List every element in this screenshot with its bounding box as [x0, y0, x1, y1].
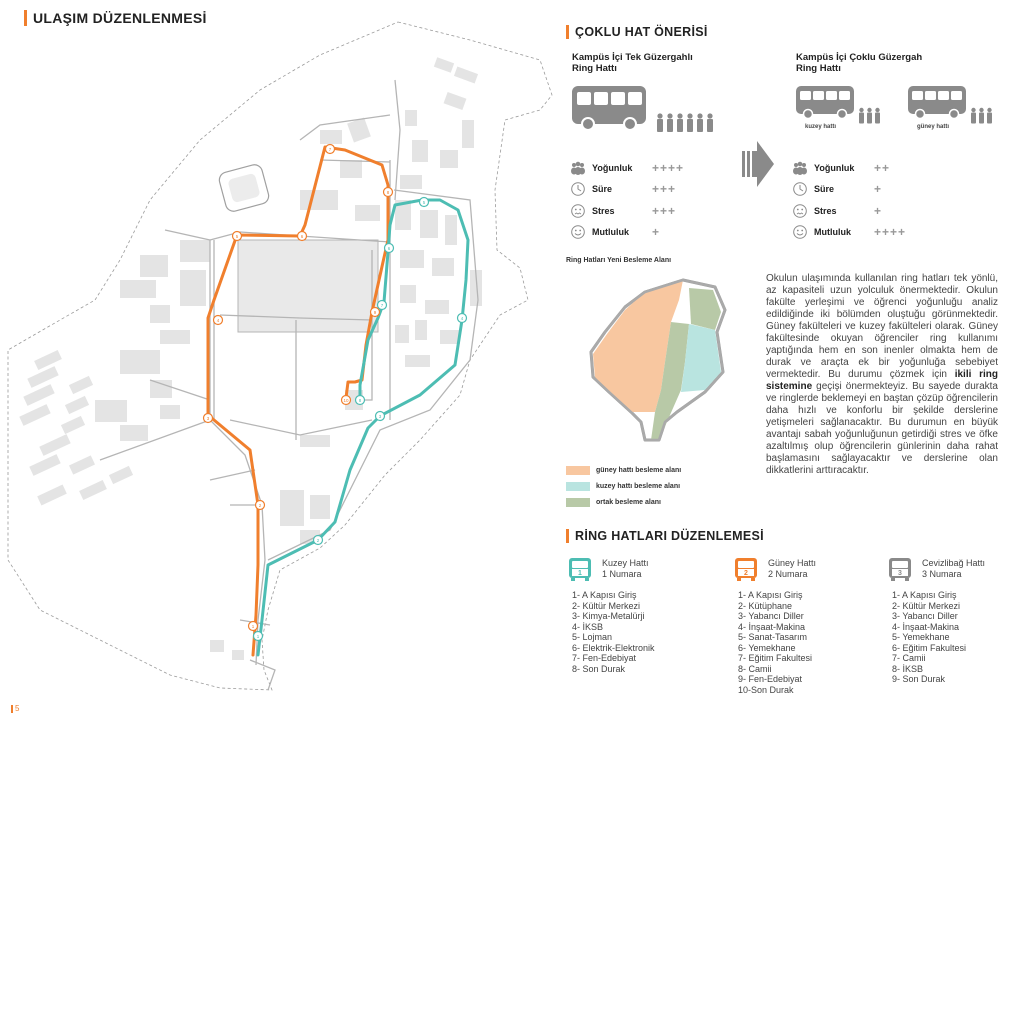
list-item: 3- Yabancı Diller	[738, 611, 804, 621]
list-item: 1- A Kapısı Giriş	[738, 590, 803, 600]
multi-bus-illustration	[796, 86, 1006, 126]
metric-score: ++++	[874, 225, 907, 239]
legend-swatch-south	[566, 466, 590, 475]
clock-icon	[792, 181, 808, 197]
metric-label: Yoğunluk	[814, 163, 855, 173]
metric-row	[570, 160, 684, 176]
stop-label: 3	[206, 415, 210, 421]
list-item: 1- A Kapısı Giriş	[892, 590, 957, 600]
stop-label: 6	[300, 233, 304, 239]
legend-swatch-north	[566, 482, 590, 491]
list-item: 5- Lojman	[572, 632, 613, 642]
heading-line: Ring Hattı	[572, 63, 617, 74]
legend-label: kuzey hattı besleme alanı	[596, 483, 681, 490]
legend-label: güney hattı besleme alanı	[596, 467, 682, 474]
crowd-icon	[792, 160, 808, 176]
passengers-icon	[859, 108, 880, 124]
stop-list	[572, 590, 655, 674]
legend-label: ortak besleme alanı	[596, 499, 661, 506]
page-number	[11, 704, 19, 713]
list-item: 8- Camii	[738, 663, 772, 674]
stop-label: 6	[387, 245, 391, 251]
map-title-text: ULAŞIM DÜZENLENMESİ	[33, 10, 207, 26]
single-bus-illustration	[572, 86, 732, 140]
stop-label: 8	[358, 397, 362, 403]
stop-label: 3	[378, 413, 382, 419]
feed-area-title: Ring Hatları Yeni Besleme Alanı	[566, 257, 672, 264]
list-item: 5- Yemekhane	[892, 632, 950, 642]
paragraph-text: geçişi önermekteyiz. Bu sayede durakta ve ringlerde beklemeyi en baştan çözüp öğrencilerin daha hızlı ve konforlu bir şekilde derslerine yetişmeleri sağlanacaktır. Bu durumun en büyük avantajı sabah yoğunluğunun getirdiği stres ve öfke azaltılmış olup öğrencilerin günlerinin daha rahat başlamasını sağlayacaktır ve derslerine olan dikkatlerini arttıracaktır.	[766, 381, 998, 476]
stop-label: 9	[373, 309, 377, 315]
list-item: 8- Son Durak	[572, 663, 626, 674]
metric-label: Süre	[592, 184, 613, 194]
list-item: 1- A Kapısı Giriş	[572, 590, 637, 600]
list-item: 2- Kültür Merkezi	[892, 600, 961, 611]
smile-icon	[792, 224, 808, 240]
stop-label: 8	[386, 189, 390, 195]
list-item: 7- Fen-Edebiyat	[572, 653, 637, 663]
list-item: 6- Eğitim Fakultesi	[892, 642, 967, 653]
sports-track	[218, 163, 271, 213]
ring-line-cevizlibag	[888, 558, 985, 685]
north-line-label: kuzey hattı	[805, 124, 837, 130]
bus-icon	[908, 86, 966, 119]
passengers-icon	[657, 113, 713, 132]
stop-label: 10	[343, 397, 349, 403]
metric-row	[792, 224, 906, 240]
bus-icon	[572, 86, 646, 130]
stop-label: 1	[256, 633, 260, 639]
metric-score: +	[874, 182, 883, 196]
bus-front-icon	[734, 558, 758, 582]
bus-icon	[796, 86, 854, 119]
stop-label: 2	[258, 502, 262, 508]
ring-title-text: RİNG HATLARI DÜZENLEMESİ	[575, 529, 764, 543]
metric-row	[792, 160, 890, 176]
south-line-label: güney hattı	[917, 124, 950, 130]
list-item: 7- Camii	[892, 653, 926, 663]
metric-score: +++	[652, 182, 677, 196]
metric-label: Stres	[814, 206, 837, 216]
list-item: 4- İnşaat-Makina	[892, 621, 960, 632]
ring-line-north	[568, 558, 655, 674]
line-name: Kuzey Hattı	[602, 558, 649, 568]
list-item: 4- İKSB	[572, 621, 604, 632]
title-accent-bar	[566, 25, 569, 39]
metric-label: Stres	[592, 206, 615, 216]
metric-label: Süre	[814, 184, 835, 194]
arrow-right-icon	[740, 139, 776, 189]
list-item: 2- Kütüphane	[738, 600, 793, 611]
smile-icon	[570, 224, 586, 240]
campus-map	[0, 20, 560, 720]
stressed-face-icon	[792, 203, 808, 219]
list-item: 6- Elektrik-Elektronik	[572, 642, 655, 653]
stop-label: 4	[460, 315, 464, 321]
stop-list	[892, 590, 985, 685]
legend-item	[566, 498, 661, 507]
list-item: 3- Yabancı Diller	[892, 611, 958, 621]
list-item: 5- Sanat-Tasarım	[738, 632, 808, 642]
metric-row	[570, 203, 676, 219]
line-number: 1	[578, 570, 582, 577]
heading-line: Kampüs İçi Çoklu Güzergah	[796, 52, 923, 63]
proposal-title-text: ÇOKLU HAT ÖNERİSİ	[575, 25, 708, 39]
stop-label: 4	[216, 317, 220, 323]
metric-score: +	[652, 225, 661, 239]
metric-row	[792, 181, 882, 197]
line-number-text: 1 Numara	[602, 569, 642, 579]
metric-label: Yoğunluk	[592, 163, 633, 173]
paragraph-emphasis: ikili ring sistemine	[766, 369, 998, 392]
metric-row	[792, 203, 882, 219]
metric-score: ++	[874, 161, 891, 175]
stop-label: 7	[380, 302, 384, 308]
metric-label: Mutluluk	[592, 227, 629, 237]
line-number: 3	[898, 570, 902, 577]
ring-line-south	[734, 558, 816, 695]
stop-label: 2	[316, 537, 320, 543]
paragraph-text: Okulun ulaşımında kullanılan ring hatları tek yönlü, az kapasiteli uzun yolculuk önermektedir. Okulun fakülte yerleşimi ve öğrenci yoğunluğu analiz edildiğinde iki bölümden oluştuğu görünmektedir. Güney fakülteleri ve kuzey fakülteleri olarak. Güney fakültesinde okuyan öğrenciler ring kullanımı yaptığında hem en son inenler olmakta hem de durak ve araçta ek bir yoğunluğa sebebiyet vermektedir. Bu durumu çözmek için	[766, 273, 998, 380]
stop-label: 7	[328, 146, 332, 152]
line-name: Cevizlibağ Hattı	[922, 558, 986, 568]
list-item: 2- Kültür Merkezi	[572, 600, 641, 611]
metric-score: +++	[652, 204, 677, 218]
list-item: 10-Son Durak	[738, 684, 794, 695]
list-item: 8- İKSB	[892, 663, 924, 674]
ring-section-title	[566, 529, 764, 543]
title-accent-bar	[566, 529, 569, 543]
passengers-icon	[971, 108, 992, 124]
page-number-text: 5	[15, 704, 20, 713]
shared-feed-zone-north	[689, 288, 721, 330]
metric-score: ++++	[652, 161, 685, 175]
legend-item	[566, 466, 681, 475]
metric-row	[570, 181, 676, 197]
bus-front-icon	[568, 558, 592, 582]
proposal-section-title	[566, 25, 708, 39]
list-item: 6- Yemekhane	[738, 642, 796, 653]
legend-item	[566, 482, 680, 491]
list-item: 9- Fen-Edebiyat	[738, 674, 803, 684]
legend-swatch-shared	[566, 498, 590, 507]
line-number-text: 2 Numara	[768, 569, 808, 579]
line-number-text: 3 Numara	[922, 569, 962, 579]
metric-score: +	[874, 204, 883, 218]
single-route-heading	[572, 52, 693, 74]
metric-label: Mutluluk	[814, 227, 851, 237]
clock-icon	[570, 181, 586, 197]
list-item: 7- Eğitim Fakultesi	[738, 653, 813, 663]
multi-route-heading	[796, 52, 922, 74]
stop-label: 5	[235, 233, 239, 239]
list-item: 3- Kimya-Metalürji	[572, 611, 645, 621]
line-name: Güney Hattı	[768, 558, 817, 568]
heading-line: Kampüs İçi Tek Güzergahlı	[572, 52, 693, 63]
line-number: 2	[744, 570, 748, 577]
stressed-face-icon	[570, 203, 586, 219]
heading-line: Ring Hattı	[796, 63, 841, 74]
description-paragraph	[766, 273, 998, 477]
list-item: 9- Son Durak	[892, 674, 946, 684]
crowd-icon	[570, 160, 586, 176]
bus-front-icon	[888, 558, 912, 582]
stop-list	[738, 590, 816, 695]
stop-label: 5	[422, 199, 426, 205]
stop-label: 1	[251, 623, 255, 629]
buildings	[19, 57, 482, 660]
feed-area-map	[585, 272, 735, 447]
list-item: 4- İnşaat-Makina	[738, 621, 806, 632]
metric-row	[570, 224, 660, 240]
